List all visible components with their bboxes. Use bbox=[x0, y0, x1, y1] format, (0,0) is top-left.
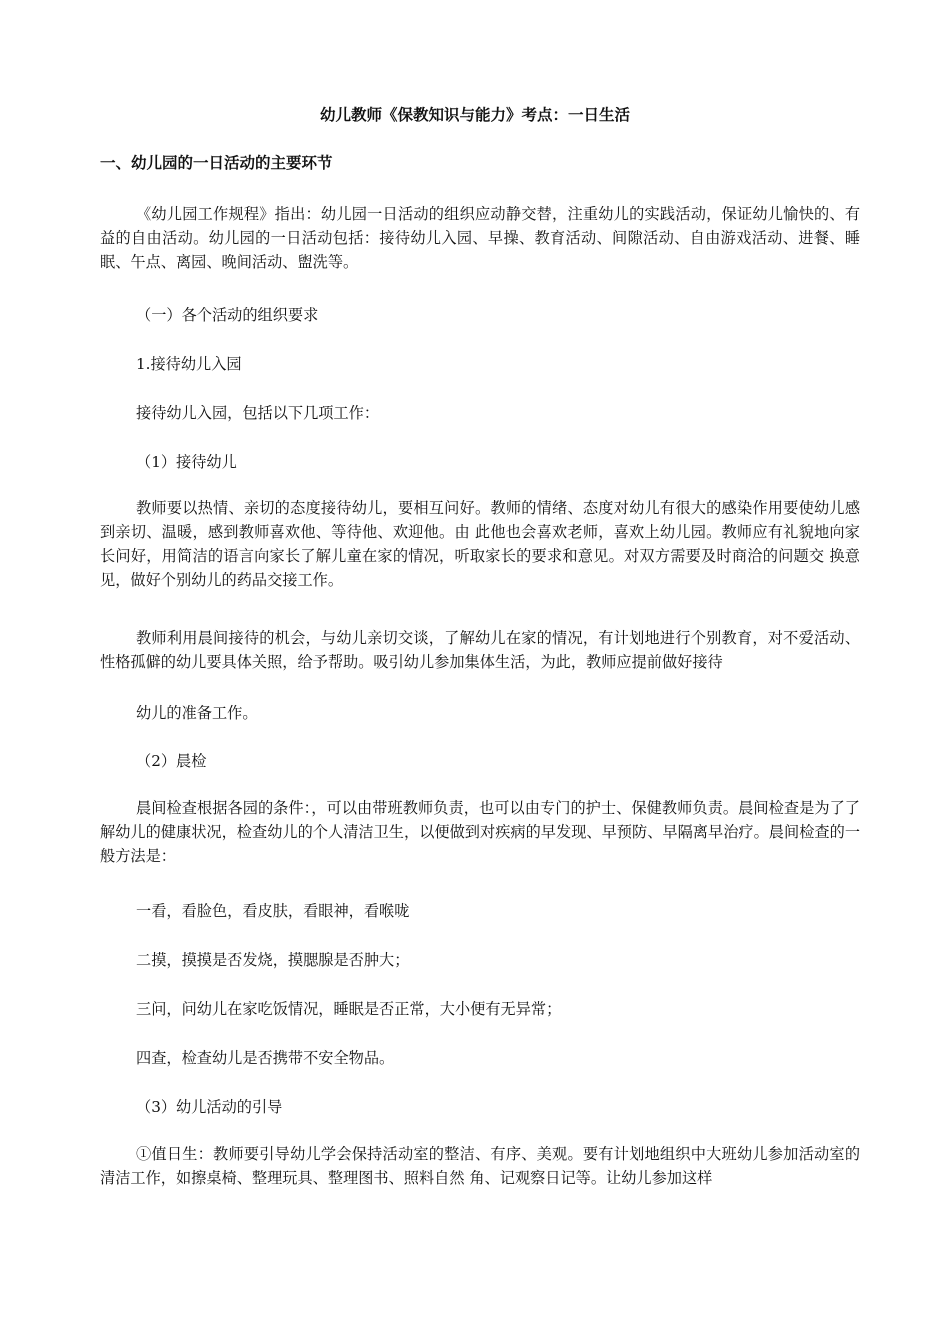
subitem-reception-heading: （1）接待幼儿 bbox=[136, 453, 237, 471]
duty-student-paragraph: ①值日生：教师要引导幼儿学会保持活动室的整洁、有序、美观。要有计划地组织中大班幼儿参加活动室的清洁工作，如擦桌椅、整理玩具、整理图书、照料自然 角、记观察日记等。让幼儿参加这样 bbox=[100, 1145, 860, 1187]
check-step-ask: 三问，问幼儿在家吃饭情况，睡眠是否正常，大小便有无异常； bbox=[136, 1000, 562, 1018]
morning-check-paragraph: 晨间检查根据各园的条件：，可以由带班教师负责，也可以由专门的护士、保健教师负责。晨间检查是为了了解幼儿的健康状况，检查幼儿的个人清洁卫生，以便做到对疾病的早发现、早预防、早隔离早治疗。晨间检查的一般方法是： bbox=[100, 799, 860, 865]
item-1-description: 接待幼儿入园，包括以下几项工作： bbox=[136, 404, 379, 422]
section-heading: 一、幼儿园的一日活动的主要环节 bbox=[100, 154, 333, 172]
subitem-morning-check-heading: （2）晨检 bbox=[136, 752, 207, 770]
reception-paragraph-2: 教师利用晨间接待的机会，与幼儿亲切交谈，了解幼儿在家的情况，有计划地进行个别教育，对不爱活动、性格孤僻的幼儿要具体关照，给予帮助。吸引幼儿参加集体生活，为此，教师应提前做好接待 bbox=[100, 629, 860, 671]
subsection-heading-1: （一）各个活动的组织要求 bbox=[136, 306, 319, 324]
intro-paragraph: 《幼儿园工作规程》指出：幼儿园一日活动的组织应动静交替，注重幼儿的实践活动，保证幼儿愉快的、有益的自由活动。幼儿园的一日活动包括：接待幼儿入园、早操、教育活动、间隙活动、自由游戏活动、进餐、睡眠、午点、离园、晚间活动、盥洗等。 bbox=[100, 205, 860, 271]
document-title: 幼儿教师《保教知识与能力》考点：一日生活 bbox=[319, 106, 630, 124]
check-step-touch: 二摸，摸摸是否发烧，摸腮腺是否肿大； bbox=[136, 951, 410, 969]
item-1-heading: 1.接待幼儿入园 bbox=[136, 355, 242, 373]
check-step-look: 一看，看脸色，看皮肤，看眼神，看喉咙 bbox=[136, 902, 410, 920]
reception-paragraph-3: 幼儿的准备工作。 bbox=[136, 704, 258, 722]
check-step-inspect: 四查，检查幼儿是否携带不安全物品。 bbox=[136, 1049, 395, 1067]
reception-paragraph-1: 教师要以热情、亲切的态度接待幼儿，要相互问好。教师的情绪、态度对幼儿有很大的感染作用要使幼儿感到亲切、温暖，感到教师喜欢他、等待他、欢迎他。由 此他也会喜欢老师，喜欢上幼儿园。教师应有礼貌地向家长问好，用简洁的语言向家长了解儿童在家的情况，听取家长的要求和意见。对双方需要及时商洽的问题交 换意见，做好个别幼儿的药品交接工作。 bbox=[100, 499, 860, 589]
subitem-activity-guidance-heading: （3）幼儿活动的引导 bbox=[136, 1098, 283, 1116]
